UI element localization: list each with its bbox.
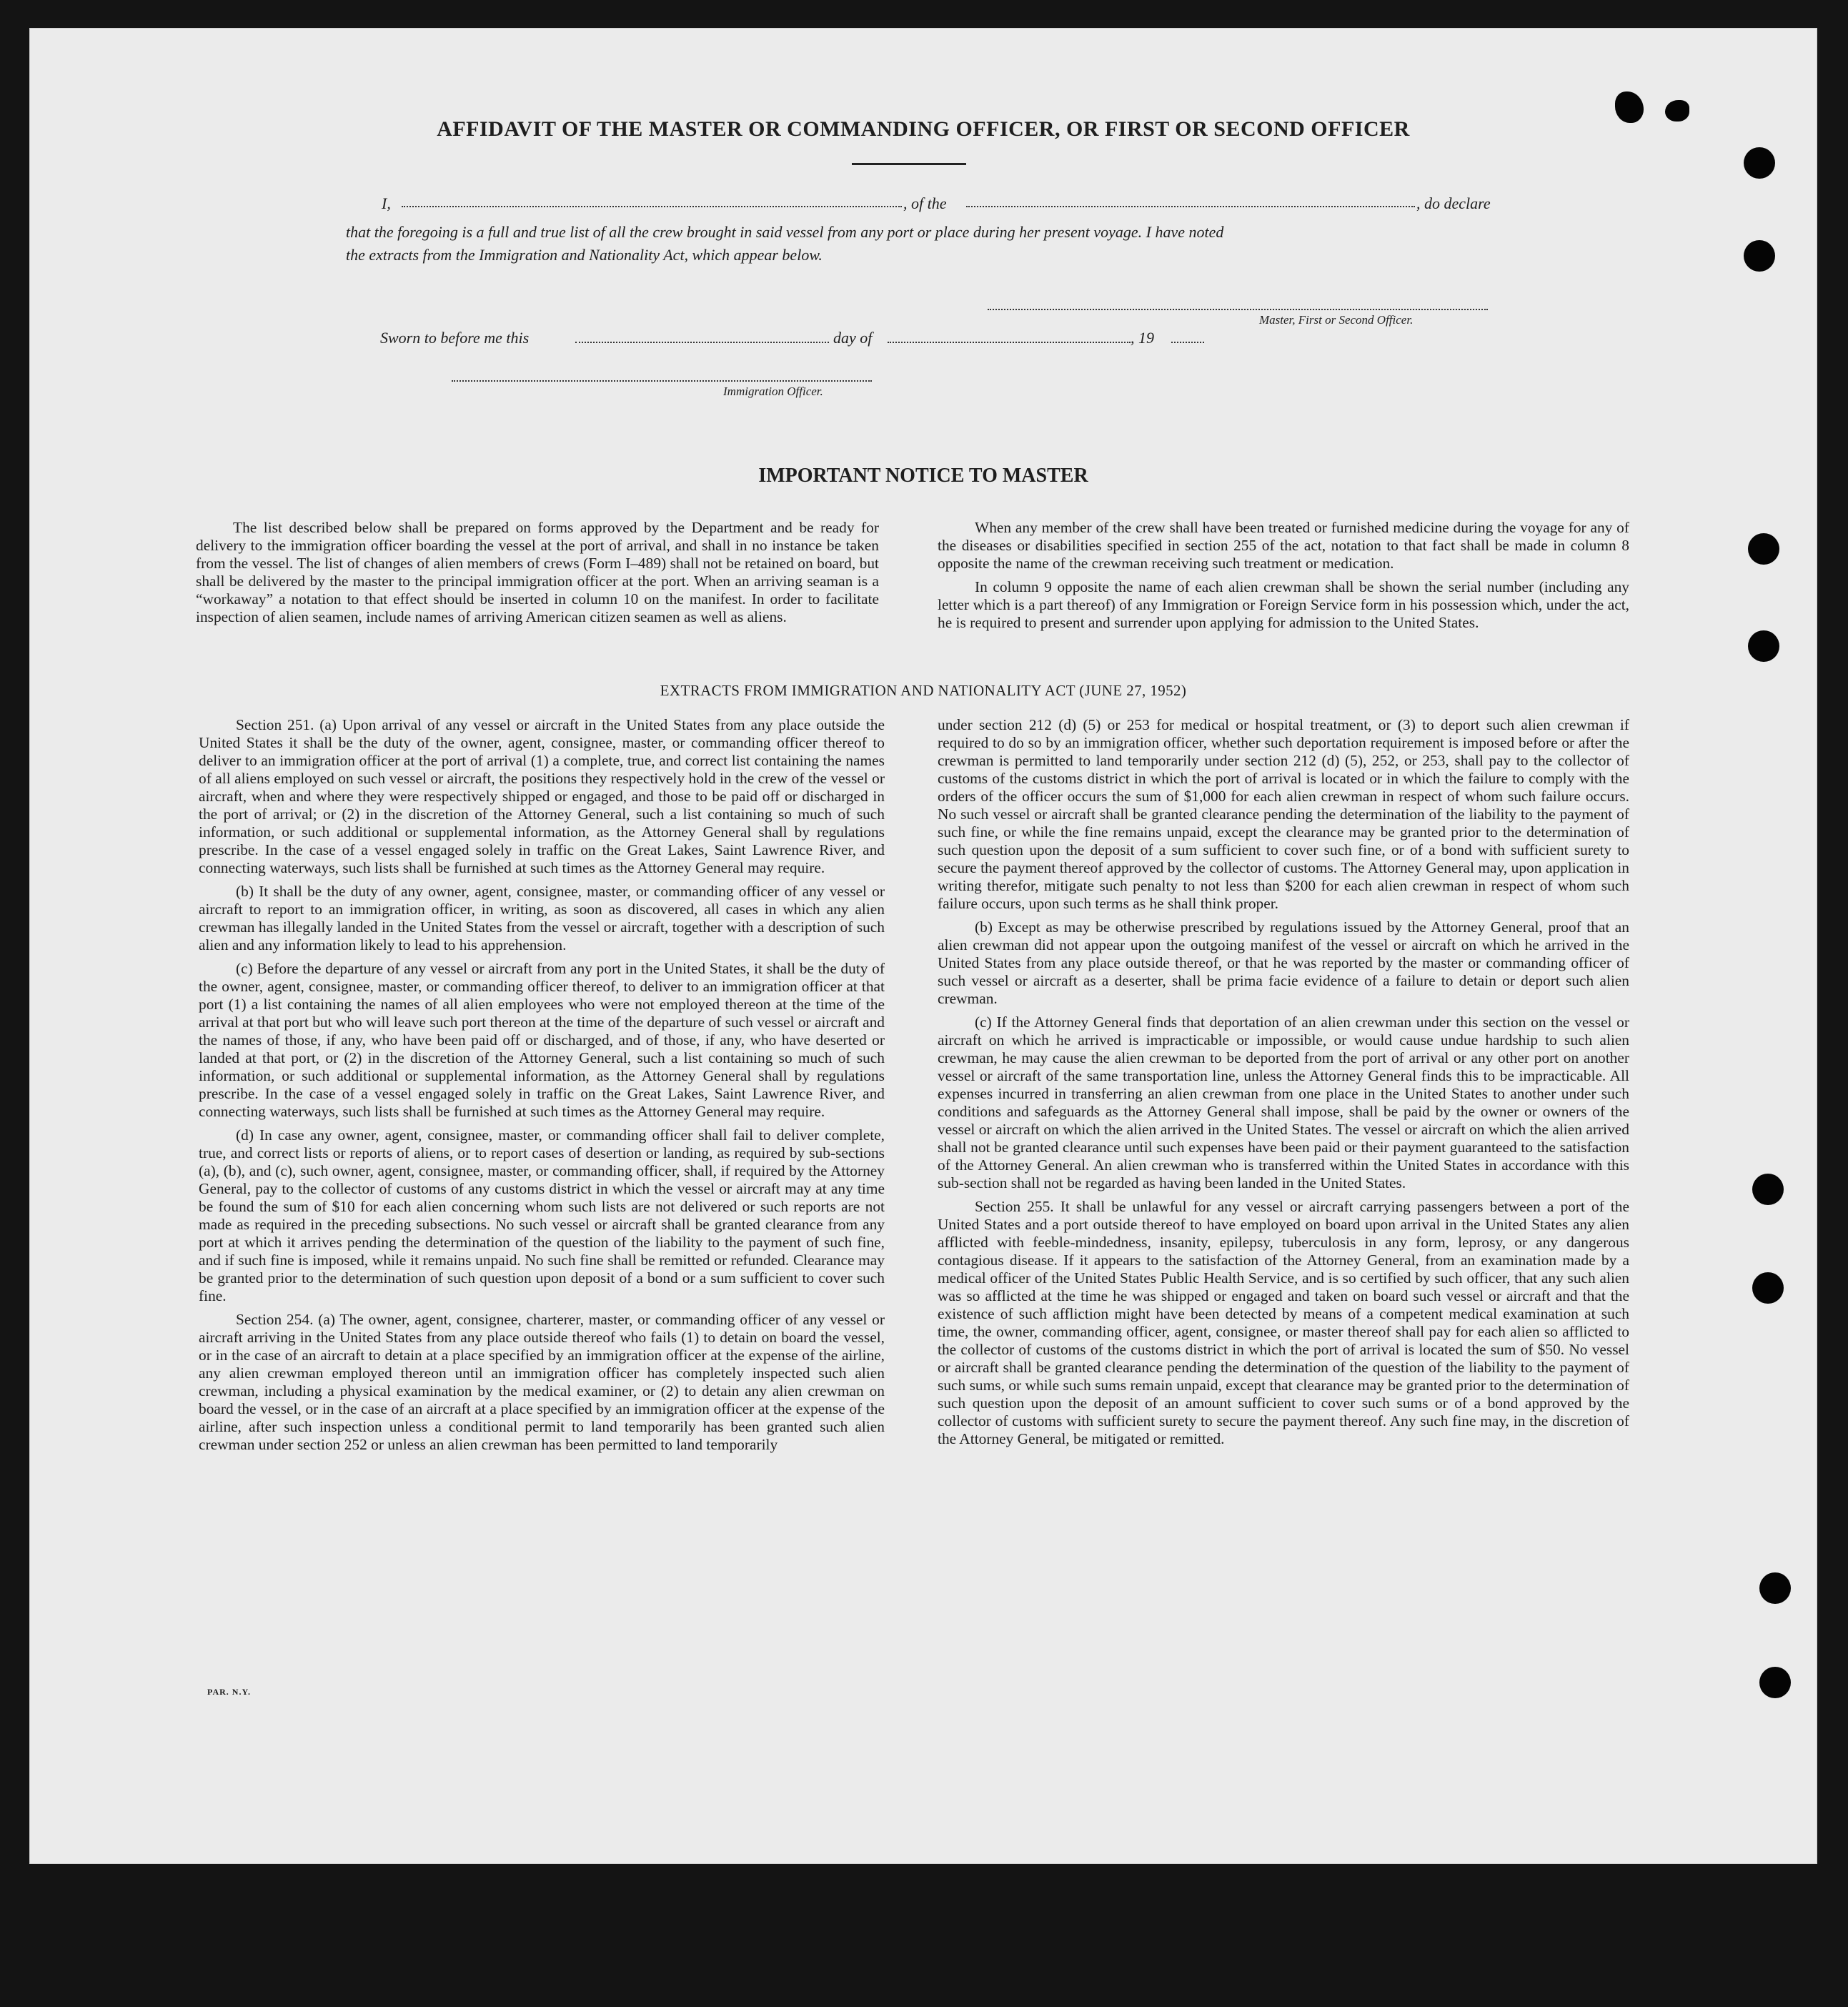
section-255: Section 255. It shall be unlawful for any vessel or aircraft carrying passengers between a port of the United States and a port outside thereof to have employed on board upon arrival in the United States any alien afflicted with feeble-mindedness, insanity, epilepsy, tuberculosis in any form, leprosy, or any dangerous contagious disease. If it appears to the satisfaction of the Attorney General, from an examination made by a medical officer of the United States Public Health Service, and is so certified by such officer, that any such alien was so afflicted at the time he was shipped or engaged and taken on board such vessel or aircraft and that the existence of such affliction might have been detected by means of a competent medical examination at such time, the owner, commanding officer, agent, consignee, or master thereof shall pay for each alien so afflicted to the collector of customs of the customs district in which the port of arrival is located the sum of $50. No vessel or aircraft shall be granted clearance pending the determination of the question of the liability to the payment of such sums, or while such sums remain unpaid, except that clearance may be granted prior to the determination of such question upon the deposit of an amount sufficient to cover such sums or of a bond approved by the collector of customs with sufficient surety to secure the payment thereof. Any such fine may, in the discretion of the Attorney General, be mitigated or remitted.: [938, 1198, 1629, 1447]
sworn-day-field[interactable]: [575, 342, 829, 343]
notice-paragraph: When any member of the crew shall have been treated or furnished medicine during the voyage for any of the diseases or disabilities specified in section 255 of the act, notation to that fact shall be made in column 8 opposite the name of the crewman receiving such treatment or medication.: [938, 519, 1629, 572]
vessel-field[interactable]: [966, 206, 1415, 207]
extracts-left-column: [199, 716, 885, 1460]
extracts-title: EXTRACTS FROM IMMIGRATION AND NATIONALITY ACT (JUNE 27, 1952): [660, 682, 1187, 699]
day-of-label: day of: [833, 329, 873, 347]
affidavit-title: AFFIDAVIT OF THE MASTER OR COMMANDING OFFICER, OR FIRST OR SECOND OFFICER: [437, 117, 1410, 141]
section-254-b: (b) Except as may be otherwise prescribed by regulations issued by the Attorney General, proof that an alien crewman did not appear upon the outgoing manifest of the vessel or aircraft on which he arrived in the United States from any place outside thereof, or that he was reported by the master or commanding officer of such vessel or aircraft as a deserter, shall be prima facie evidence of a failure to detain or deport such alien crewman.: [938, 918, 1629, 1007]
punch-hole: [1748, 533, 1779, 565]
section-254-a: Section 254. (a) The owner, agent, consignee, charterer, master, or commanding officer of any vessel or aircraft arriving in the United States from any place outside thereof who fails (1) to detain on board the vessel, or in the case of an aircraft to detain at a place specified by an immigration officer at the expense of the airline, any alien crewman employed thereon until an immigration officer has completely inspected such alien crewman, including a physical examination by the medical examiner, or (2) to detain any alien crewman on board the vessel, or in the case of an aircraft at a place specified by an immigration officer at the expense of the airline, after such inspection unless a conditional permit to land temporarily has been granted such alien crewman under section 252 or unless an alien crewman has been permitted to land temporarily: [199, 1311, 885, 1453]
section-254-c: (c) If the Attorney General finds that deportation of an alien crewman under this section on the vessel or aircraft on which he arrived is impracticable or impossible, or would cause undue hardship to such alien crewman, he may cause the alien crewman to be deported from the port of arrival or any other port on another vessel or aircraft of the same transportation line, unless the Attorney General finds this to be impracticable. All expenses incurred in transferring an alien crewman from one place in the United States to another under such conditions and safeguards as the Attorney General shall impose, shall be paid by the owner or owners of the vessel or aircraft on which the alien arrived in the United States. The vessel or aircraft on which the alien arrived shall not be granted clearance until such expenses have been paid or their payment guaranteed to the satisfaction of the Attorney General. An alien crewman who is transferred within the United States in accordance with this sub-section shall not be regarded as having been landed in the United States.: [938, 1014, 1629, 1191]
year-label: , 19: [1131, 329, 1154, 347]
title-underline: [852, 163, 966, 165]
printer-mark: PAR. N.Y.: [207, 1687, 252, 1697]
officer-signature-line[interactable]: [452, 380, 872, 382]
section-251-a: Section 251. (a) Upon arrival of any vessel or aircraft in the United States from any place outside the United States it shall be the duty of the owner, agent, consignee, master, or commanding officer thereof to deliver to an immigration officer at the port of arrival (1) a complete, true, and correct list containing the names of all aliens employed on such vessel or aircraft, the positions they respectively hold in the crew of the vessel or aircraft, when and where they were respectively shipped or engaged, and those to be paid off or discharged in the port of arrival; or (2) in the discretion of the Attorney General, such a list containing so much of such information, or such additional or supplemental information, as the Attorney General shall by regulations prescribe. In the case of a vessel engaged solely in traffic on the Great Lakes, Saint Lawrence River, and connecting waterways, such lists shall be furnished at such times as the Attorney General may require.: [199, 716, 885, 876]
section-251-b: (b) It shall be the duty of any owner, agent, consignee, master, or commanding officer of any vessel or aircraft to report to an immigration officer, in writing, as soon as discovered, all cases in which any alien crewman has illegally landed in the United States from the vessel or aircraft, together with a description of such alien and any information likely to lead to his apprehension.: [199, 883, 885, 953]
section-254-a-continued: under section 212 (d) (5) or 253 for medical or hospital treatment, or (3) to deport such alien crewman if required to do so by an immigration officer, whether such deportation requirement is imposed before or after the crewman is permitted to land temporarily under section 212 (d) (5), 252, or 253, shall pay to the collector of customs of the customs district in which the port of arrival is located or in which the failure to comply with the orders of the officer occurs the sum of $1,000 for each alien crewman in respect of whom such failure occurs. No such vessel or aircraft shall be granted clearance pending the determination of the liability to the payment of such fine, or while the fine remains unpaid, except the clearance may be granted prior to the determination of such question upon the deposit of a sum sufficient to cover such fine, or of a bond with sufficient surety to secure the payment thereof approved by the collector of customs. The Attorney General may, upon application in writing therefor, mitigate such penalty to not less than $200 for each alien crewman in respect of whom such failure occurs, upon such terms as he shall think proper.: [938, 716, 1629, 912]
punch-hole: [1752, 1174, 1784, 1205]
declaration-line-2: the extracts from the Immigration and Nationality Act, which appear below.: [346, 246, 823, 264]
ink-blot: [1665, 100, 1689, 122]
master-signature-line[interactable]: [988, 309, 1488, 310]
name-field[interactable]: [402, 206, 902, 207]
declaration-line-1: that the foregoing is a full and true list of all the crew brought in said vessel from any port or place during her present voyage. I have noted: [346, 223, 1224, 241]
punch-hole: [1752, 1272, 1784, 1304]
punch-hole: [1759, 1667, 1791, 1698]
section-251-d: (d) In case any owner, agent, consignee, master, or commanding officer shall fail to deliver complete, true, and correct lists or reports of aliens, or to report cases of desertion or landing, as required by sub-sections (a), (b), and (c), such owner, agent, consignee, master, or commanding officer, shall, if required by the Attorney General, pay to the collector of customs of any customs district in which the vessel or aircraft may at any time be found the sum of $10 for each alien concerning whom such lists are not delivered or such reports are not made as required in the preceding subsections. No such vessel or aircraft shall be granted clearance from any port at which it arrives pending the determination of the question of the liability to the payment of such fine, and if such fine is imposed, while it remains unpaid. No such fine shall be remitted or refunded. Clearance may be granted prior to the determination of such question upon deposit of a bond or a sum sufficient to cover such fine.: [199, 1126, 885, 1304]
punch-hole: [1759, 1572, 1791, 1604]
sworn-label: Sworn to before me this: [380, 329, 530, 347]
punch-hole: [1748, 630, 1779, 662]
notice-left-column: [196, 519, 879, 632]
notice-paragraph: In column 9 opposite the name of each alien crewman shall be shown the serial number (including any letter which is a part thereof) of any Immigration or Foreign Service form in his possession which, under the act, he is required to present and surrender upon applying for admission to the United States.: [938, 578, 1629, 631]
officer-signature-label: Immigration Officer.: [723, 385, 823, 398]
document-page: [30, 29, 1817, 1863]
notice-paragraph: The list described below shall be prepared on forms approved by the Department and be ready for delivery to the immigration officer boarding the vessel at the port of arrival, and shall in no instance be taken from the vessel. The list of changes of alien members of crews (Form I–489) shall not be retained on board, but shall be delivered by the master to the principal immigration officer at the port. When an arriving seaman is a “workaway” a notation to that effect should be inserted in column 10 on the manifest. In order to facilitate inspection of alien seamen, include names of arriving American citizen seamen as well as aliens.: [196, 519, 879, 625]
punch-hole: [1744, 147, 1775, 179]
year-field[interactable]: [1171, 342, 1204, 343]
extracts-right-column: [938, 716, 1629, 1454]
notice-title: IMPORTANT NOTICE TO MASTER: [758, 465, 1088, 487]
section-251-c: (c) Before the departure of any vessel or aircraft from any port in the United States, it shall be the duty of the owner, agent, consignee, master, or commanding officer thereof, to deliver to an immigration officer at that port (1) a list containing the names of all alien employees who were not employed thereon at the time of the arrival at that port but who will leave such port thereon at the time of the departure of such vessel or aircraft and the names of those, if any, who have been paid off or discharged, and of those, if any, who have deserted or landed at that port, or (2) in the discretion of the Attorney General, such a list containing so much of such information, or such additional or supplemental information, as the Attorney General shall by regulations prescribe. In the case of a vessel engaged solely in traffic on the Great Lakes, Saint Lawrence River, and connecting waterways, such lists shall be furnished at such times as the Attorney General may require.: [199, 960, 885, 1120]
i-label: I,: [382, 194, 391, 212]
do-declare-label: , do declare: [1416, 194, 1491, 212]
ink-blot: [1615, 91, 1644, 123]
punch-hole: [1744, 240, 1775, 272]
notice-right-column: [938, 519, 1629, 638]
master-signature-label: Master, First or Second Officer.: [1259, 313, 1414, 327]
of-the-label: , of the: [903, 194, 947, 212]
sworn-month-field[interactable]: [888, 342, 1131, 343]
